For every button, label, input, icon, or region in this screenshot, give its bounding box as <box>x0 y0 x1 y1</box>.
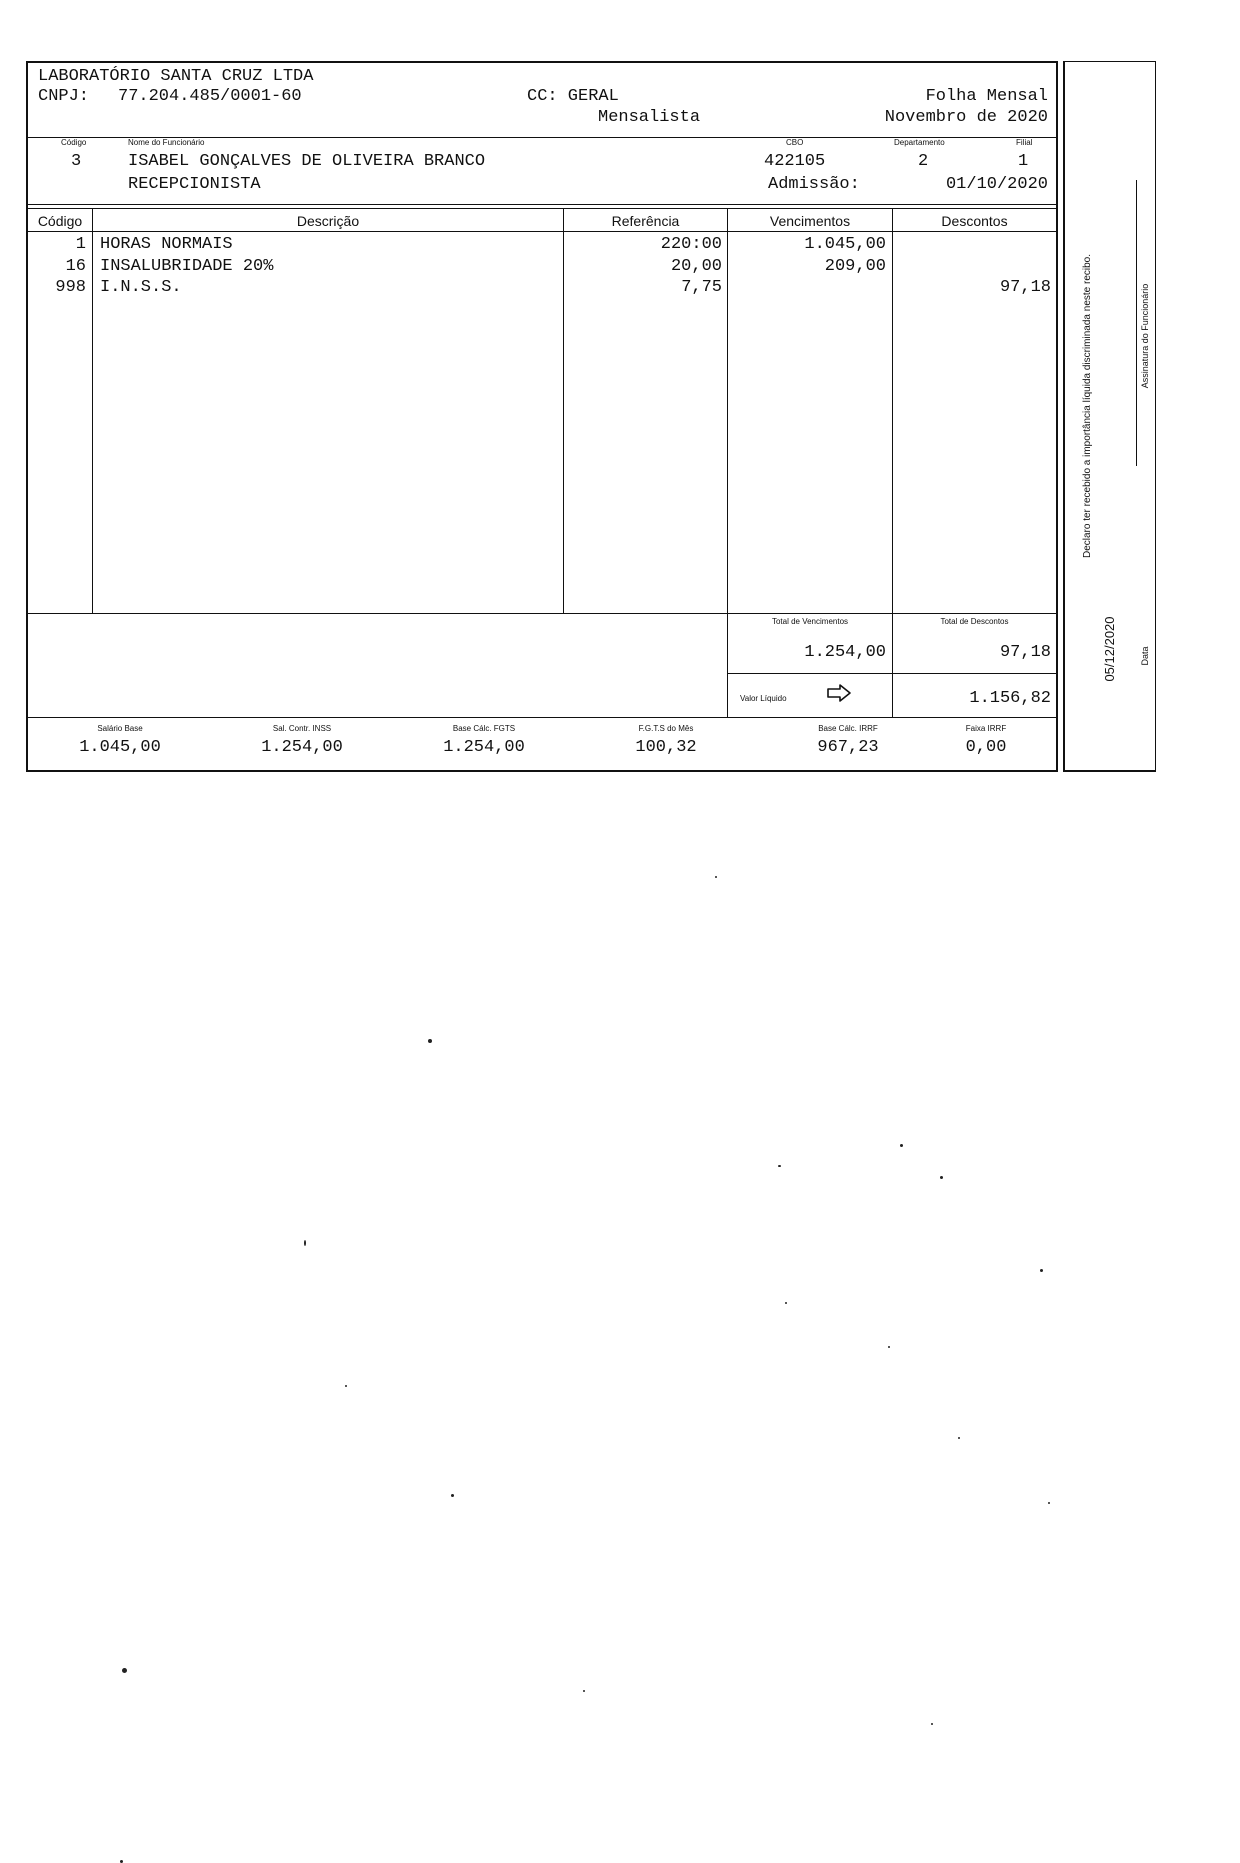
row-reference: 7,75 <box>681 278 722 297</box>
speck <box>888 1346 890 1348</box>
row-description: INSALUBRIDADE 20% <box>100 257 274 276</box>
items-bottom-line <box>26 613 1058 614</box>
department-value: 2 <box>918 152 929 171</box>
stub-frame-bottom <box>1063 770 1156 772</box>
footer-label: F.G.T.S do Mês <box>638 724 694 733</box>
total-deductions: 97,18 <box>999 643 1051 662</box>
cost-center: CC: GERAL <box>527 87 619 106</box>
footer-value: 1.045,00 <box>79 738 161 757</box>
row-description: I.N.S.S. <box>100 278 182 297</box>
col-header-code: Código <box>37 213 83 229</box>
footer-label: Base Cálc. FGTS <box>452 724 516 733</box>
employee-code: 3 <box>71 152 82 171</box>
stub-frame-right <box>1155 61 1156 772</box>
col-header-description: Descrição <box>296 213 360 229</box>
cnpj-label: CNPJ: <box>38 87 90 106</box>
row-code: 998 <box>55 278 86 297</box>
sheet-type: Folha Mensal <box>925 87 1048 106</box>
branch-label: Filial <box>1016 138 1033 147</box>
speck <box>940 1176 943 1179</box>
frame-top <box>26 61 1058 63</box>
signature-label: Assinatura do Funcionário <box>1140 283 1150 389</box>
frame-right <box>1056 61 1058 772</box>
receipt-date: 05/12/2020 <box>1102 616 1117 682</box>
cbo-value: 422105 <box>764 152 826 171</box>
row-earnings: 1.045,00 <box>804 235 886 254</box>
employee-name: ISABEL GONÇALVES DE OLIVEIRA BRANCO <box>128 152 486 171</box>
row-description: HORAS NORMAIS <box>100 235 233 254</box>
footer-label: Sal. Contr. INSS <box>272 724 332 733</box>
speck <box>1048 1502 1050 1504</box>
speck <box>715 876 717 878</box>
footer-value: 1.254,00 <box>261 738 343 757</box>
footer-label: Faixa IRRF <box>965 724 1007 733</box>
net-value-label: Valor Líquido <box>740 694 787 703</box>
footer-label: Salário Base <box>97 724 143 733</box>
employee-code-label: Código <box>61 138 87 147</box>
col-header-earnings: Vencimentos <box>769 213 851 229</box>
speck <box>900 1144 903 1147</box>
speck <box>451 1494 454 1497</box>
col-header-deductions: Descontos <box>941 213 1008 229</box>
row-reference: 220:00 <box>660 235 722 254</box>
speck <box>958 1437 960 1439</box>
frame-bottom <box>26 770 1058 772</box>
admission-label: Admissão: <box>768 175 860 194</box>
total-earnings-label: Total de Vencimentos <box>771 617 849 626</box>
pay-period: Novembro de 2020 <box>884 108 1048 127</box>
company-name: LABORATÓRIO SANTA CRUZ LTDA <box>38 67 314 86</box>
cbo-label: CBO <box>786 138 804 147</box>
speck <box>1040 1269 1043 1272</box>
table-header-underline <box>26 231 1058 232</box>
stub-frame-top <box>1063 61 1156 62</box>
speck <box>304 1240 306 1246</box>
date-label: Data <box>1140 646 1150 666</box>
admission-date: 01/10/2020 <box>945 175 1048 194</box>
speck <box>428 1039 432 1043</box>
row-code: 1 <box>75 235 86 254</box>
speck <box>122 1668 127 1673</box>
speck <box>583 1690 585 1692</box>
row-code: 16 <box>65 257 86 276</box>
row-deductions <box>895 234 1051 255</box>
total-earnings: 1.254,00 <box>804 643 886 662</box>
cnpj-value: 77.204.485/0001-60 <box>118 87 302 106</box>
footer-value: 1.254,00 <box>443 738 525 757</box>
row-earnings <box>730 277 886 298</box>
row-deductions <box>895 256 1051 277</box>
col-header-reference: Referência <box>611 213 680 229</box>
speck <box>345 1385 347 1387</box>
department-label: Departamento <box>894 138 945 147</box>
signature-line <box>1136 180 1137 466</box>
stub-frame-left <box>1063 61 1065 772</box>
frame-left <box>26 61 28 772</box>
receipt-declaration: Declaro ter recebido a importância líquida discriminada neste recibo. <box>1082 253 1093 559</box>
footer-value: 967,23 <box>817 738 879 757</box>
employee-name-label: Nome do Funcionário <box>128 138 205 147</box>
net-value: 1.156,82 <box>969 689 1051 708</box>
row-earnings: 209,00 <box>824 257 886 276</box>
right-arrow-icon <box>826 683 852 708</box>
footer-value: 0,00 <box>965 738 1007 757</box>
total-deductions-label: Total de Descontos <box>940 617 1009 626</box>
footer-label: Base Cálc. IRRF <box>818 724 878 733</box>
table-header-divider <box>26 208 1058 209</box>
employee-divider <box>26 204 1058 205</box>
col-line-2 <box>563 208 564 614</box>
branch-value: 1 <box>1018 152 1029 171</box>
speck <box>931 1723 933 1725</box>
col-line-1 <box>92 208 93 614</box>
speck <box>778 1165 781 1167</box>
col-line-4 <box>892 208 893 718</box>
row-deductions: 97,18 <box>999 278 1051 297</box>
footer-value: 100,32 <box>635 738 697 757</box>
speck <box>785 1302 787 1304</box>
col-line-3 <box>727 208 728 718</box>
footer-divider <box>26 717 1058 718</box>
payment-category: Mensalista <box>598 108 701 127</box>
employee-role: RECEPCIONISTA <box>128 175 261 194</box>
row-reference: 20,00 <box>670 257 722 276</box>
